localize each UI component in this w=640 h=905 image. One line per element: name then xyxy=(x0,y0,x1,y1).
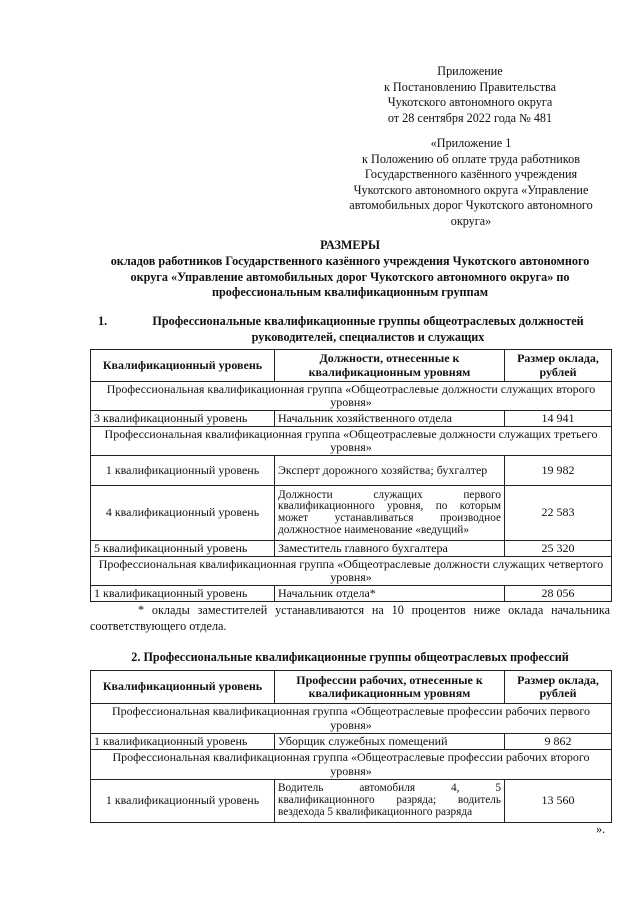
table-row xyxy=(91,486,612,541)
group-title: Профессиональная квалификационная группа «Общеотраслевые должности служащих третьего уровня» xyxy=(91,427,612,456)
footnote: * оклады заместителей устанавливаются на 10 процентов ниже оклада начальника соответствующего отдела. xyxy=(90,603,610,633)
table1-header-position: Должности, отнесенные к квалификационным уровням xyxy=(275,350,505,382)
section1-title: Профессиональные квалификационные группы общеотраслевых должностей руководителей, специалистов и служащих xyxy=(152,314,584,344)
group-title: Профессиональная квалификационная группа «Общеотраслевые профессии рабочих первого уровня» xyxy=(91,704,612,734)
position-cell: Должности служащих первого квалификационного уровня, по которым может устанавливаться производное должностное наименование «ведущий» xyxy=(275,486,505,541)
salary-cell: 13 560 xyxy=(505,780,612,823)
salary-table-1 xyxy=(90,349,612,602)
position-cell: Начальник хозяйственного отдела xyxy=(275,411,505,427)
appendix1-line: Государственного казённого учреждения xyxy=(364,167,578,182)
appendix-line: от 28 сентября 2022 года № 481 xyxy=(387,110,553,125)
closing-quote: ». xyxy=(596,822,606,836)
appendix-header xyxy=(340,64,600,126)
table1-header-salary: Размер оклада, рублей xyxy=(505,350,612,382)
level-cell: 1 квалификационный уровень xyxy=(91,586,275,602)
position-cell: Уборщик служебных помещений xyxy=(275,734,505,750)
group-title: Профессиональная квалификационная группа «Общеотраслевые должности служащих четвертого уровня» xyxy=(91,557,612,586)
appendix-line: Чукотского автономного округа xyxy=(387,95,553,110)
table2-header-position: Профессии рабочих, отнесенные к квалификационным уровням xyxy=(275,671,505,704)
table-row xyxy=(91,734,612,750)
level-cell: 1 квалификационный уровень xyxy=(91,780,275,823)
salary-cell: 28 056 xyxy=(505,586,612,602)
table2-header-salary: Размер оклада, рублей xyxy=(505,671,612,704)
document-subtitle: окладов работников Государственного казённого учреждения Чукотского автономного округа «Управление автомобильных дорог Чукотского автономного округа» по профессиональным квалификационным группам xyxy=(110,254,590,300)
appendix1-line: Чукотского автономного округа «Управление автомобильных дорог Чукотского автономного округа» xyxy=(349,182,593,228)
appendix1-header xyxy=(335,136,607,230)
group-title: Профессиональная квалификационная группа «Общеотраслевые должности служащих второго уровня» xyxy=(91,382,612,411)
document-title: РАЗМЕРЫ xyxy=(320,238,380,252)
group-title: Профессиональная квалификационная группа «Общеотраслевые профессии рабочих второго уровня» xyxy=(91,750,612,780)
table-row xyxy=(91,456,612,486)
level-cell: 1 квалификационный уровень xyxy=(91,734,275,750)
table-row xyxy=(91,780,612,823)
table-row xyxy=(91,541,612,557)
table1-header-level: Квалификационный уровень xyxy=(91,350,275,382)
appendix-line: к Постановлению Правительства xyxy=(383,79,557,94)
salary-cell: 19 982 xyxy=(505,456,612,486)
level-cell: 4 квалификационный уровень xyxy=(91,486,275,541)
level-cell: 1 квалификационный уровень xyxy=(91,456,275,486)
appendix1-line: к Положению об оплате труда работников xyxy=(362,151,580,166)
position-cell: Водитель автомобиля 4, 5 квалификационного разряда; водитель вездехода 5 квалификационного разряда xyxy=(275,780,505,823)
salary-cell: 9 862 xyxy=(505,734,612,750)
appendix1-line: «Приложение 1 xyxy=(430,136,512,150)
table2-header-level: Квалификационный уровень xyxy=(91,671,275,704)
salary-cell: 25 320 xyxy=(505,541,612,557)
level-cell: 5 квалификационный уровень xyxy=(91,541,275,557)
position-cell: Начальник отдела* xyxy=(275,586,505,602)
table-row xyxy=(91,586,612,602)
section1-number: 1. xyxy=(98,314,108,328)
salary-cell: 22 583 xyxy=(505,486,612,541)
level-cell: 3 квалификационный уровень xyxy=(91,411,275,427)
section2-title: 2. Профессиональные квалификационные группы общеотраслевых профессий xyxy=(131,650,569,664)
position-cell: Эксперт дорожного хозяйства; бухгалтер xyxy=(275,456,505,486)
appendix-line: Приложение xyxy=(437,64,503,78)
table-row xyxy=(91,411,612,427)
position-cell: Заместитель главного бухгалтера xyxy=(275,541,505,557)
salary-cell: 14 941 xyxy=(505,411,612,427)
salary-table-2 xyxy=(90,670,612,823)
